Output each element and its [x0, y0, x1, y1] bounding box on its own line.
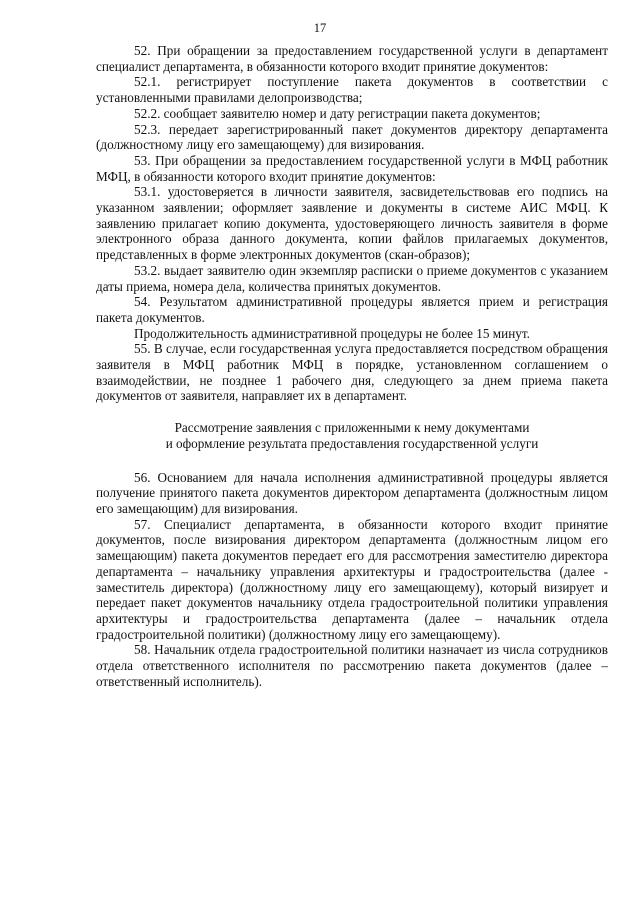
paragraph-55: 55. В случае, если государственная услуга предоставляется посредством обращения заявителя в МФЦ работник МФЦ в порядке, установленном соглашением о взаимодействии, не позднее 1 рабочего дня, следующего за днем приема пакета документов от заявителя, направляет их в департамент. [96, 341, 608, 404]
paragraph-56: 56. Основанием для начала исполнения административной процедуры является получение принятого пакета документов директором департамента (должностным лицом его замещающим) для визирования. [96, 469, 608, 516]
document-body [96, 43, 608, 689]
paragraph-58: 58. Начальник отдела градостроительной политики назначает из числа сотрудников отдела ответственного исполнителя по рассмотрению пакета документов (далее – ответственный исполнитель). [96, 642, 608, 689]
paragraph-52: 52. При обращении за предоставлением государственной услуги в департамент специалист департамента, в обязанности которого входит принятие документов: [96, 43, 608, 74]
paragraph-53: 53. При обращении за предоставлением государственной услуги в МФЦ работник МФЦ, в обязанности которого входит принятие документов: [96, 152, 608, 184]
paragraph-57: 57. Специалист департамента, в обязанности которого входит принятие документов, после визирования директором департамента (должностным лицом его замещающим) пакета документов передает его для рассмотрения заместителю директора департамента – начальнику управления архитектуры и градостроительства (далее - заместитель директора) (должностному лицу его замещающему), который визирует и передает пакет документов начальнику отдела градостроительной политики управления архитектуры и градостроительства департамента (далее – начальник отдела градостроительной политики) (должностному лицу его замещающему). [96, 516, 608, 642]
paragraph-52-3: 52.3. передает зарегистрированный пакет документов директору департамента (должностному лицу его замещающему) для визирования. [96, 121, 608, 153]
paragraph-53-1: 53.1. удостоверяется в личности заявителя, засвидетельствовав его подпись на указанном заявлении; оформляет заявление и документы в системе АИС МФЦ. К заявлению прилагает копию документа, удостоверяющего личность заявителя в форме электронного образа данного документа, копии файлов прилагаемых документов, представленных в форме электронных документов (скан-образов); [96, 184, 608, 263]
section-heading-line-1: Рассмотрение заявления с приложенными к нему документами [174, 420, 530, 436]
paragraph-54: 54. Результатом административной процедуры является прием и регистрация пакета документов. [96, 294, 608, 325]
section-heading-line-2: и оформление результата предоставления государственной услуги [165, 435, 539, 451]
section-heading [96, 420, 608, 451]
paragraph-53-2: 53.2. выдает заявителю один экземпляр расписки о приеме документов с указанием даты приема, номера дела, количества принятых документов. [96, 262, 608, 294]
paragraph-52-1: 52.1. регистрирует поступление пакета документов в соответствии с установленными правилами делопроизводства; [96, 74, 608, 106]
paragraph-52-2: 52.2. сообщает заявителю номер и дату регистрации пакета документов; [134, 105, 541, 121]
paragraph-duration: Продолжительность административной процедуры не более 15 минут. [134, 325, 530, 341]
page-number: 17 [313, 21, 327, 35]
